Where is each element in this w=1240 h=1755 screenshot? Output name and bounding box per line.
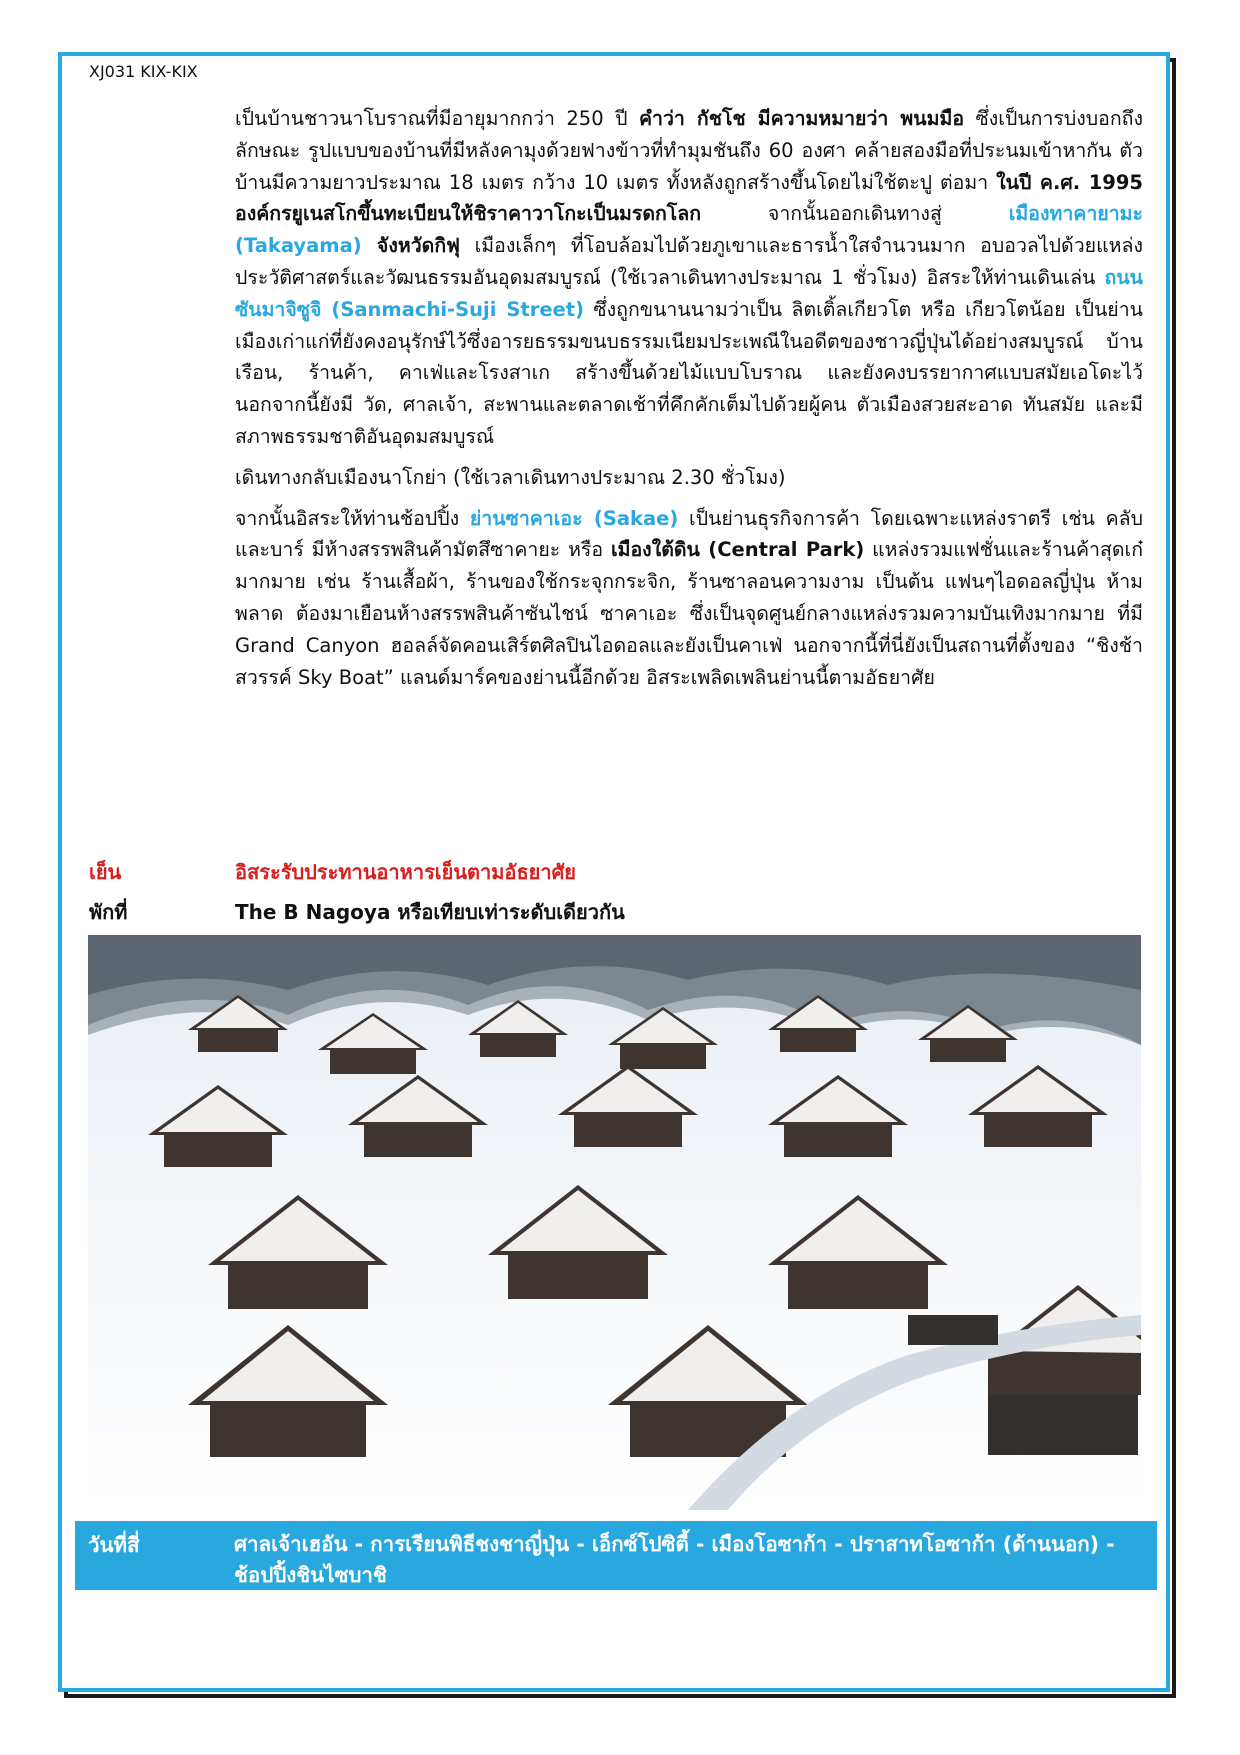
tour-code: XJ031 KIX-KIX [89, 62, 198, 81]
text-span: แหล่งรวมแฟชั่นและร้านค้าสุดเก๋มากมาย เช่น ร้านเสื้อผ้า, ร้านของใช้กระจุกกระจิก, ร้านซาลอนความงาม เป็นต้น แฟนๆไอดอลญี่ปุ่น ห้ามพลาด ต้องมาเยือนห้างสรรพสินค้าซันไชน์ ซาคาเอะ ซึ่งเป็นจุดศูนย์กลางแหล่งรวมความบันเทิงมากมาย ที่มี Grand Canyon ฮอลล์จัดคอนเสิร์ตศิลปินไอดอลและยังเป็นคาเฟ่ นอกจากนี้ที่นี่ยังเป็นสถานที่ตั้งของ “ชิงช้าสวรรค์ Sky Boat” แลนด์มาร์คของย่านนี้อีกด้วย อิสระเพลิดเพลินย่านนี้ตามอัธยาศัย [235, 538, 1144, 689]
bold-central-park: เมืองใต้ดิน (Central Park) [610, 538, 865, 562]
highlight-takayama: เมืองทาคายามะ (Takayama) [235, 202, 1143, 258]
text-span: จากนั้นออกเดินทางสู่ [701, 202, 1009, 226]
day-title: ศาลเจ้าเฮอัน - การเรียนพิธีชงชาญี่ปุ่น - เอ็กซ์โปซิตี้ - เมืองโอซาก้า - ปราสาทโอซาก้า (ด้านนอก) - ช้อปปิ้งชินไซบาชิ [234, 1532, 1115, 1587]
paragraph-sakae-shopping [235, 503, 1143, 694]
text-span: เป็นบ้านชาวนาโบราณที่มีอายุมากกว่า 250 ปี [235, 107, 639, 130]
day-label: วันที่สี่ [88, 1533, 140, 1557]
paragraph-return-nagoya: เดินทางกลับเมืองนาโกย่า (ใช้เวลาเดินทางประมาณ 2.30 ชั่วโมง) [235, 465, 786, 489]
hotel-value: The B Nagoya หรือเทียบเท่าระดับเดียวกัน [235, 900, 625, 924]
meal-label: เย็น [89, 860, 122, 884]
highlight-sanmachi-suji: ถนนซันมาจิซูจิ (Sanmachi-Suji Street) [235, 265, 1143, 321]
bold-gassho-meaning: คำว่า กัชโช มีความหมายว่า พนมมือ [638, 107, 965, 130]
hotel-label: พักที่ [89, 900, 128, 924]
text-span: จากนั้นอิสระให้ท่านช้อปปิ้ง [235, 506, 470, 530]
bold-unesco-heritage: ในปี ค.ศ. 1995 องค์กรยูเนสโกขึ้นทะเบียนให้ชิราคาวาโกะเป็นมรดกโลก [235, 170, 1143, 226]
text-span: เมืองเล็กๆ ที่โอบล้อมไปด้วยภูเขาและธารน้ำใสจำนวนมาก อบอวลไปด้วยแหล่งประวัติศาสตร์และวัฒนธรรมอันอุดมสมบูรณ์ (ใช้เวลาเดินทางประมาณ 1 ชั่วโมง) อิสระให้ท่านเดินเล่น [235, 234, 1143, 289]
text-span: ซึ่งเป็นการบ่งบอกถึงลักษณะ รูปแบบของบ้านที่มีหลังคามุงด้วยฟางข้าวที่ทำมุมชันถึง 60 องศา คล้ายสองมือที่ประนมเข้าหากัน ตัวบ้านมีความยาวประมาณ 18 เมตร กว้าง 10 เมตร ทั้งหลังถูกสร้างขึ้นโดยไม่ใช้ตะปู ต่อมา [235, 107, 1144, 194]
meal-value: อิสระรับประทานอาหารเย็นตามอัธยาศัย [235, 860, 577, 884]
highlight-sakae: ย่านซาคาเอะ (Sakae) [469, 506, 679, 530]
itinerary-body [235, 103, 1143, 702]
text-span: ซึ่งถูกขนานนามว่าเป็น ลิตเติ้ลเกียวโต หรือ เกียวโตน้อย เป็นย่านเมืองเก่าแก่ที่ยังคงอนุรักษ์ไว้ซึ่งอารยธรรมขนบธรรมเนียมประเพณีในอดีตของชาวญี่ปุ่นได้อย่างสมบูรณ์ บ้านเรือน, ร้านค้า, คาเฟ่และโรงสาเก สร้างขึ้นด้วยไม้แบบโบราณ และยังคงบรรยากาศแบบสมัยเอโดะไว้ นอกจากนี้ยังมี วัด, ศาลเจ้า, สะพานและตลาดเช้าที่คึกคักเต็มไปด้วยผู้คน ตัวเมืองสวยสะอาด ทันสมัย และมีสภาพธรรมชาติอันอุดมสมบูรณ์ [235, 297, 1143, 448]
shirakawago-winter-photo [88, 935, 1141, 1510]
paragraph-shirakawago-takayama [235, 103, 1143, 453]
bold-gifu-prefecture: จังหวัดกิฟุ [361, 234, 460, 258]
day-four-banner [75, 1521, 1157, 1590]
text-span: เป็นย่านธุรกิจการค้า โดยเฉพาะแหล่งราตรี เช่น คลับและบาร์ มีห้างสรรพสินค้ามัตสึซาคายะ หรือ [235, 506, 1143, 562]
